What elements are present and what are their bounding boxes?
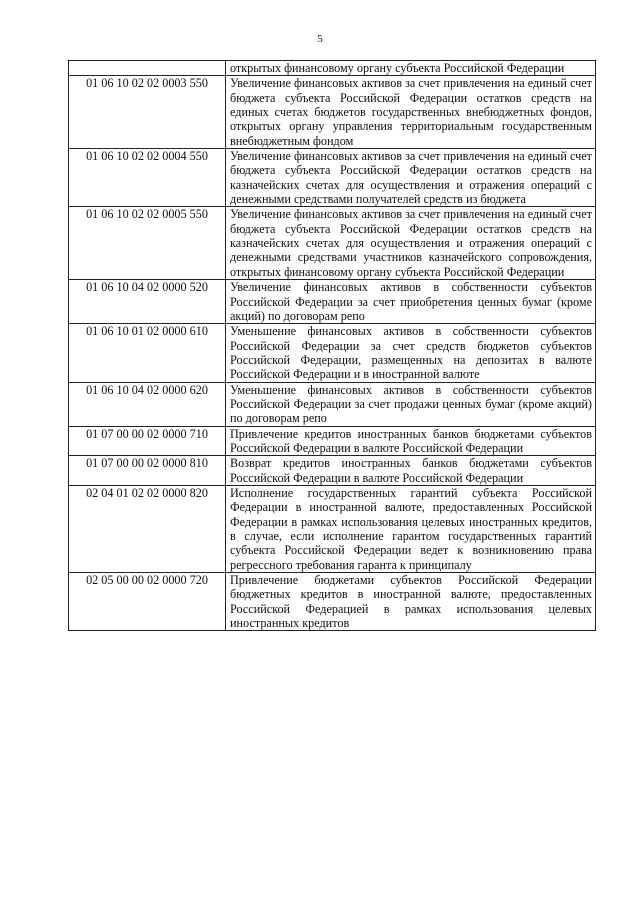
table-row (69, 426, 596, 456)
table-row (69, 324, 596, 382)
row-description: Увеличение финансовых активов за счет привлечения на единый счет бюджета субъекта Российской Федерации остатков средств на казначейских счетах для осуществления и отражения операций с денежными средствами получателей средств из бюджета (226, 149, 596, 207)
page-number: 5 (317, 33, 323, 45)
table-row (69, 573, 596, 631)
row-code (69, 61, 226, 76)
table-row (69, 149, 596, 207)
table-row (69, 76, 596, 149)
row-code: 01 06 10 04 02 0000 520 (69, 280, 226, 324)
row-code: 02 05 00 00 02 0000 720 (69, 573, 226, 631)
table-row (69, 485, 596, 572)
row-code: 01 06 10 02 02 0004 550 (69, 149, 226, 207)
row-code: 02 04 01 02 02 0000 820 (69, 485, 226, 572)
row-description: Возврат кредитов иностранных банков бюджетами субъектов Российской Федерации в валюте Российской Федерации (226, 456, 596, 486)
row-code: 01 06 10 01 02 0000 610 (69, 324, 226, 382)
row-description: Исполнение государственных гарантий субъекта Российской Федерации в иностранной валюте, предоставленных Российской Федерации в рамках использования целевых иностранных кредитов, в случае, если исполнение гарантом государственных гарантий субъекта Российской Федерации ведет к возникновению права регрессного требования гаранта к принципалу (226, 485, 596, 572)
table-row (69, 207, 596, 280)
table-row (69, 456, 596, 486)
table-row (69, 61, 596, 76)
row-code: 01 06 10 02 02 0005 550 (69, 207, 226, 280)
row-description: открытых финансовому органу субъекта Российской Федерации (226, 61, 596, 76)
row-description: Увеличение финансовых активов за счет привлечения на единый счет бюджета субъекта Российской Федерации остатков средств на казначейских счетах для осуществления и отражения операций с денежными средствами участников казначейского сопровождения, открытых финансовому органу субъекта Российской Федерации (226, 207, 596, 280)
row-description: Увеличение финансовых активов за счет привлечения на единый счет бюджета субъекта Российской Федерации остатков средств на единых счетах бюджетов государственных внебюджетных фондов, открытых органу управления территориальным государственным внебюджетным фондом (226, 76, 596, 149)
row-code: 01 07 00 00 02 0000 810 (69, 456, 226, 486)
row-description: Привлечение бюджетами субъектов Российской Федерации бюджетных кредитов в иностранной валюте, предоставленных Российской Федерацией в рамках использования целевых иностранных кредитов (226, 573, 596, 631)
row-description: Привлечение кредитов иностранных банков бюджетами субъектов Российской Федерации в валюте Российской Федерации (226, 426, 596, 456)
table-row (69, 382, 596, 426)
table-row (69, 280, 596, 324)
row-description: Уменьшение финансовых активов в собственности субъектов Российской Федерации за счет средств бюджетов субъектов Российской Федерации, размещенных на депозитах в валюте Российской Федерации и в иностранной валюте (226, 324, 596, 382)
row-description: Уменьшение финансовых активов в собственности субъектов Российской Федерации за счет продажи ценных бумаг (кроме акций) по договорам репо (226, 382, 596, 426)
budget-codes-table (68, 60, 596, 631)
row-code: 01 06 10 04 02 0000 620 (69, 382, 226, 426)
row-description: Увеличение финансовых активов в собственности субъектов Российской Федерации за счет приобретения ценных бумаг (кроме акций) по договорам репо (226, 280, 596, 324)
row-code: 01 06 10 02 02 0003 550 (69, 76, 226, 149)
row-code: 01 07 00 00 02 0000 710 (69, 426, 226, 456)
